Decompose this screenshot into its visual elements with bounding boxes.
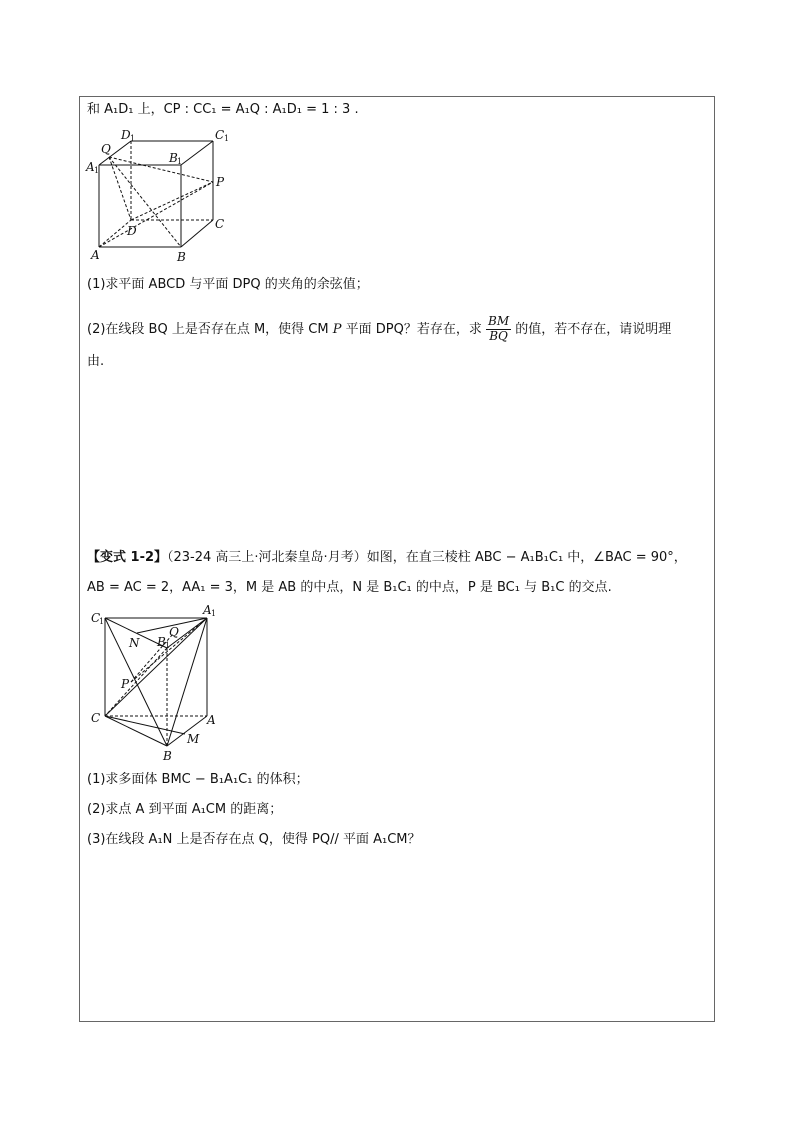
variant-tag: 【变式 1-2】 <box>87 550 168 565</box>
cube-figure <box>85 125 235 265</box>
problem2-header-text: （23-24 高三上·河北秦皇岛·月考）如图，在直三棱柱 ABC − A₁B₁C₁ 中，∠BAC = 90°， <box>167 550 687 565</box>
label-C1: C <box>215 128 225 142</box>
parallel-symbol: P <box>332 321 342 337</box>
fraction-numerator: BM <box>488 314 510 328</box>
label-B: B <box>163 749 172 762</box>
label-Q: Q <box>101 142 111 156</box>
label-A1-sub: 1 <box>211 609 217 618</box>
fraction-denominator: BQ <box>489 328 508 343</box>
prism-figure <box>85 602 225 762</box>
problem1-question2-line2: 由. <box>87 354 105 369</box>
label-P: P <box>121 677 130 691</box>
label-C: C <box>215 217 225 231</box>
label-D1-sub: 1 <box>130 134 136 143</box>
problem1-condition: 和 A₁D₁ 上，CP : CC₁ = A₁Q : A₁D₁ = 1 : 3 . <box>87 102 359 117</box>
bm-over-bq-fraction <box>486 315 511 344</box>
label-B1: B <box>157 635 166 649</box>
label-B1-sub: 1 <box>177 157 183 166</box>
q2-part3: 的值，若不存在，请说明理 <box>515 321 672 337</box>
label-M: M <box>187 732 200 746</box>
label-B1-sub: 1 <box>165 641 171 650</box>
label-Q: Q <box>169 625 179 639</box>
label-A: A <box>91 248 100 262</box>
problem2-question3: (3)在线段 A₁N 上是否存在点 Q，使得 PQ// 平面 A₁CM？ <box>87 832 421 847</box>
label-A1-sub: 1 <box>94 166 100 175</box>
problem2-header <box>87 551 687 564</box>
q2-part2: 平面 DPQ？若存在，求 <box>345 321 482 337</box>
problem1-question2 <box>87 315 671 344</box>
label-B: B <box>177 250 186 264</box>
problem2-question2: (2)求点 A 到平面 A₁CM 的距离； <box>87 802 283 817</box>
label-A1: A <box>203 603 212 617</box>
label-C1: C <box>91 611 101 625</box>
label-C1-sub: 1 <box>224 134 230 143</box>
problem2-condition: AB = AC = 2，AA₁ = 3，M 是 AB 的中点，N 是 B₁C₁ 的中点，P 是 BC₁ 与 B₁C 的交点. <box>87 580 612 595</box>
label-C: C <box>91 711 101 725</box>
problem2-question1: (1)求多面体 BMC − B₁A₁C₁ 的体积； <box>87 772 309 787</box>
label-A: A <box>207 713 216 727</box>
label-C1-sub: 1 <box>99 617 105 626</box>
label-A1: A <box>86 160 95 174</box>
label-D1: D <box>121 128 131 142</box>
problem1-question1: (1)求平面 ABCD 与平面 DPQ 的夹角的余弦值； <box>87 277 369 292</box>
label-P: P <box>216 175 225 189</box>
label-D: D <box>127 224 137 238</box>
q2-part1: (2)在线段 BQ 上是否存在点 M，使得 CM <box>87 321 333 337</box>
label-B1: B <box>169 151 178 165</box>
label-N: N <box>129 636 140 650</box>
